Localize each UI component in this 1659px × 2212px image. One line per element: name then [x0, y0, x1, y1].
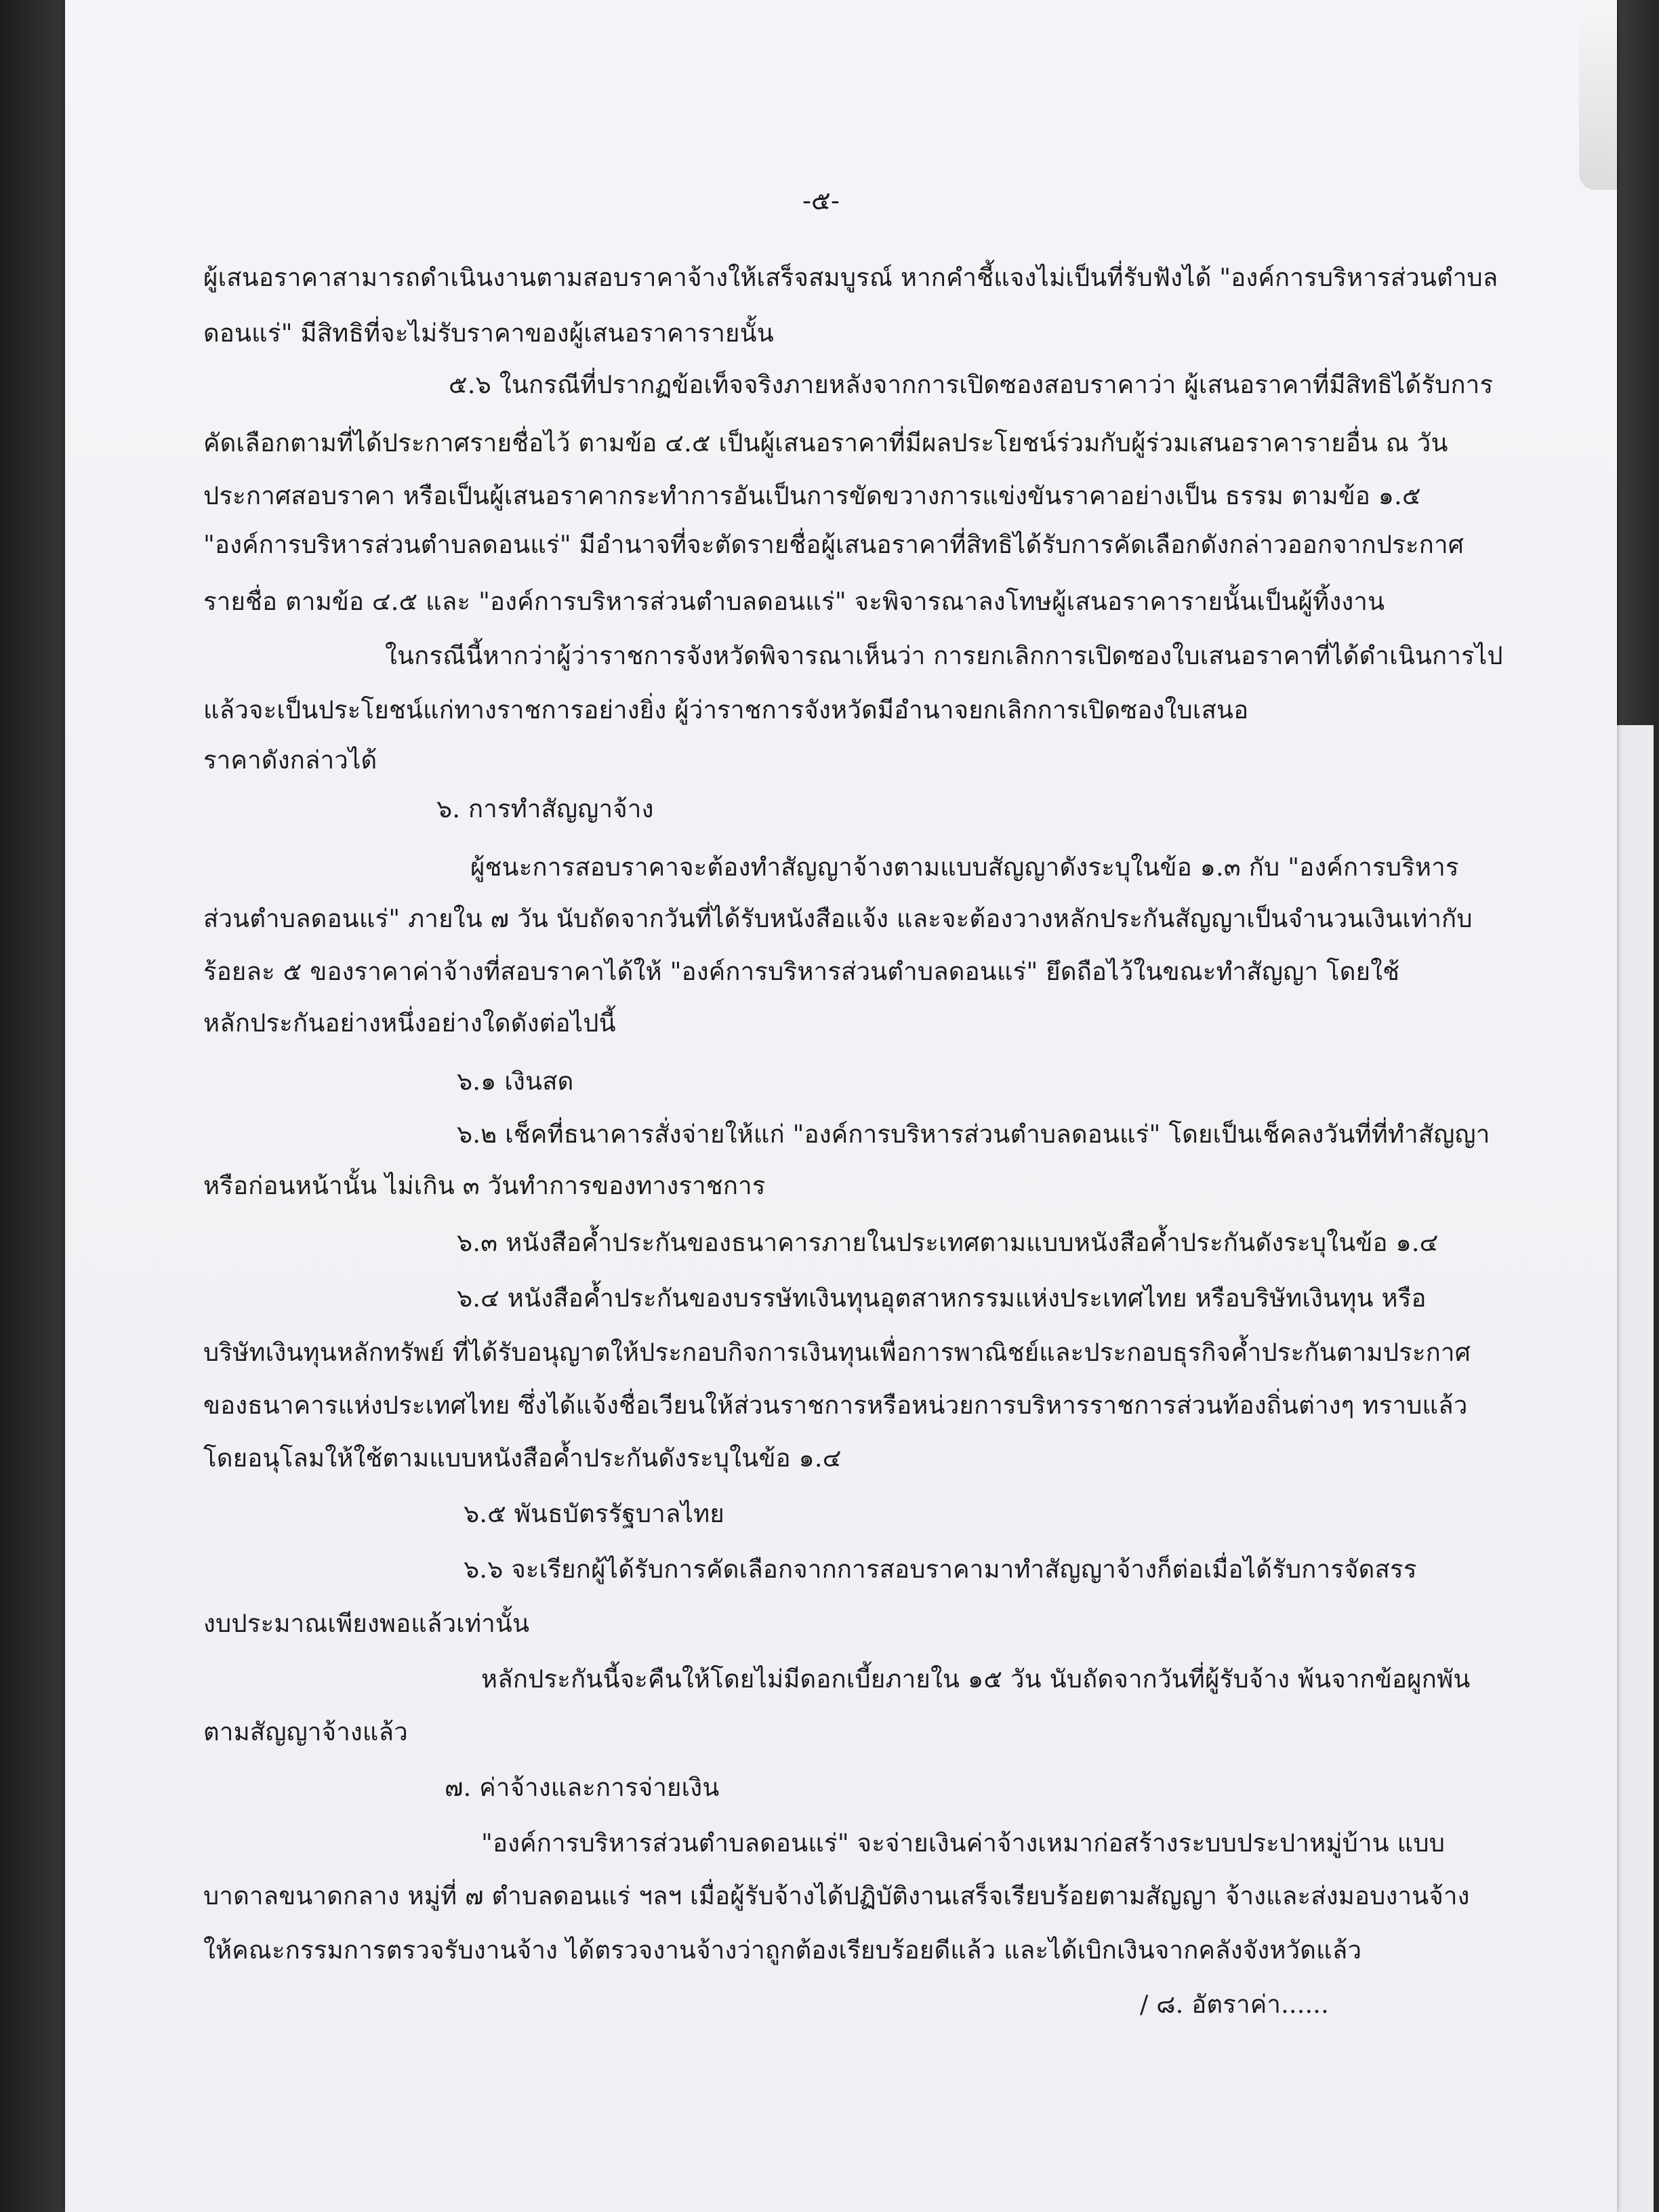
- text-line: หรือก่อนหน้านั้น ไม่เกิน ๓ วันทำการของทางราชการ: [203, 1171, 766, 1200]
- continuation-marker: / ๘. อัตราค่า......: [1140, 1990, 1329, 2019]
- section-heading: ๖. การทำสัญญาจ้าง: [436, 794, 654, 823]
- text-line: ในกรณีนี้หากว่าผู้ว่าราชการจังหวัดพิจารณาเห็นว่า การยกเลิกการเปิดซองใบเสนอราคาที่ได้ดำเนินการไป: [385, 641, 1503, 670]
- text-line: ๖.๕ พันธบัตรรัฐบาลไทย: [464, 1499, 724, 1528]
- paper-clip: [1579, 0, 1617, 190]
- text-line: ๕.๖ ในกรณีที่ปรากฏข้อเท็จจริงภายหลังจากการเปิดซองสอบราคาว่า ผู้เสนอราคาที่มีสิทธิได้รับการ: [449, 370, 1494, 399]
- text-line: โดยอนุโลมให้ใช้ตามแบบหนังสือค้ำประกันดังระบุในข้อ ๑.๔: [203, 1443, 842, 1473]
- desk-background-left: [0, 0, 75, 2212]
- text-line: คัดเลือกตามที่ได้ประกาศรายชื่อไว้ ตามข้อ ๔.๕ เป็นผู้เสนอราคาที่มีผลประโยชน์ร่วมกับผู้ร่วมเสนอราคารายอื่น ณ วัน: [203, 428, 1448, 457]
- text-line: ให้คณะกรรมการตรวจรับงานจ้าง ได้ตรวจงานจ้างว่าถูกต้องเรียบร้อยดีแล้ว และได้เบิกเงินจากคลังจังหวัดแล้ว: [203, 1936, 1362, 1965]
- document-page: [65, 0, 1617, 2212]
- text-line: ๖.๓ หนังสือค้ำประกันของธนาคารภายในประเทศตามแบบหนังสือค้ำประกันดังระบุในข้อ ๑.๔: [457, 1228, 1439, 1257]
- text-line: ๖.๒ เช็คที่ธนาคารสั่งจ่ายให้แก่ "องค์การบริหารส่วนตำบลดอนแร่" โดยเป็นเช็คลงวันที่ที่ทำสัญญา: [457, 1120, 1490, 1149]
- text-line: รายชื่อ ตามข้อ ๔.๕ และ "องค์การบริหารส่วนตำบลดอนแร่" จะพิจารณาลงโทษผู้เสนอราคารายนั้นเป็นผู้ทิ้งงาน: [203, 587, 1385, 616]
- text-line: ของธนาคารแห่งประเทศไทย ซึ่งได้แจ้งชื่อเวียนให้ส่วนราชการหรือหน่วยการบริหารราชการส่วนท้องถิ่นต่างๆ ทราบแล้ว: [203, 1391, 1468, 1420]
- section-heading: ๗. ค่าจ้างและการจ่ายเงิน: [445, 1773, 720, 1802]
- text-line: งบประมาณเพียงพอแล้วเท่านั้น: [203, 1609, 530, 1638]
- text-line: หลักประกันอย่างหนึ่งอย่างใดดังต่อไปนี้: [203, 1008, 616, 1038]
- text-line: ตามสัญญาจ้างแล้ว: [203, 1717, 408, 1746]
- text-line: ๖.๔ หนังสือค้ำประกันของบรรษัทเงินทุนอุตสาหกรรมแห่งประเทศไทย หรือบริษัทเงินทุน หรือ: [457, 1284, 1427, 1313]
- text-line: บริษัทเงินทุนหลักทรัพย์ ที่ได้รับอนุญาตให้ประกอบกิจการเงินทุนเพื่อการพาณิชย์และประกอบธุรกิจค้ำประกันตามประกาศ: [203, 1338, 1471, 1367]
- text-line: ร้อยละ ๕ ของราคาค่าจ้างที่สอบราคาได้ให้ "องค์การบริหารส่วนตำบลดอนแร่" ยึดถือไว้ในขณะทำสัญญา โดยใช้: [203, 957, 1400, 986]
- text-line: "องค์การบริหารส่วนตำบลดอนแร่" มีอำนาจที่จะตัดรายชื่อผู้เสนอราคาที่สิทธิได้รับการคัดเลือกดังกล่าวออกจากประกาศ: [203, 530, 1465, 559]
- text-line: ๖.๑ เงินสด: [457, 1067, 574, 1096]
- text-line: ประกาศสอบราคา หรือเป็นผู้เสนอราคากระทำการอันเป็นการขัดขวางการแข่งขันราคาอย่างเป็น ธรรม ตามข้อ ๑.๕: [203, 481, 1421, 510]
- page-number: -๕-: [802, 186, 840, 216]
- text-line: ดอนแร่" มีสิทธิที่จะไม่รับราคาของผู้เสนอราคารายนั้น: [203, 319, 774, 348]
- text-line: หลักประกันนี้จะคืนให้โดยไม่มีดอกเบี้ยภายใน ๑๕ วัน นับถัดจากวันที่ผู้รับจ้าง พ้นจากข้อผูกพัน: [481, 1664, 1471, 1694]
- text-line: บาดาลขนาดกลาง หมู่ที่ ๗ ตำบลดอนแร่ ฯลฯ เมื่อผู้รับจ้างได้ปฏิบัติงานเสร็จเรียบร้อยตามสัญญา จ้างและส่งมอบงานจ้าง: [203, 1881, 1470, 1910]
- text-line: ผู้เสนอราคาสามารถดำเนินงานตามสอบราคาจ้างให้เสร็จสมบูรณ์ หากคำชี้แจงไม่เป็นที่รับฟังได้ "องค์การบริหารส่วนตำบล: [203, 263, 1498, 292]
- text-line: ๖.๖ จะเรียกผู้ได้รับการคัดเลือกจากการสอบราคามาทำสัญญาจ้างก็ต่อเมื่อได้รับการจัดสรร: [464, 1555, 1417, 1584]
- text-line: ส่วนตำบลดอนแร่" ภายใน ๗ วัน นับถัดจากวันที่ได้รับหนังสือแจ้ง และจะต้องวางหลักประกันสัญญาเป็นจำนวนเงินเท่ากับ: [203, 904, 1473, 933]
- text-line: "องค์การบริหารส่วนตำบลดอนแร่" จะจ่ายเงินค่าจ้างเหมาก่อสร้างระบบประปาหมู่บ้าน แบบ: [481, 1828, 1446, 1858]
- text-line: แล้วจะเป็นประโยชน์แก่ทางราชการอย่างยิ่ง ผู้ว่าราชการจังหวัดมีอำนาจยกเลิกการเปิดซองใบเสนอ: [203, 695, 1249, 724]
- text-line: ผู้ชนะการสอบราคาจะต้องทำสัญญาจ้างตามแบบสัญญาดังระบุในข้อ ๑.๓ กับ "องค์การบริหาร: [470, 853, 1459, 882]
- text-line: ราคาดังกล่าวได้: [203, 745, 377, 775]
